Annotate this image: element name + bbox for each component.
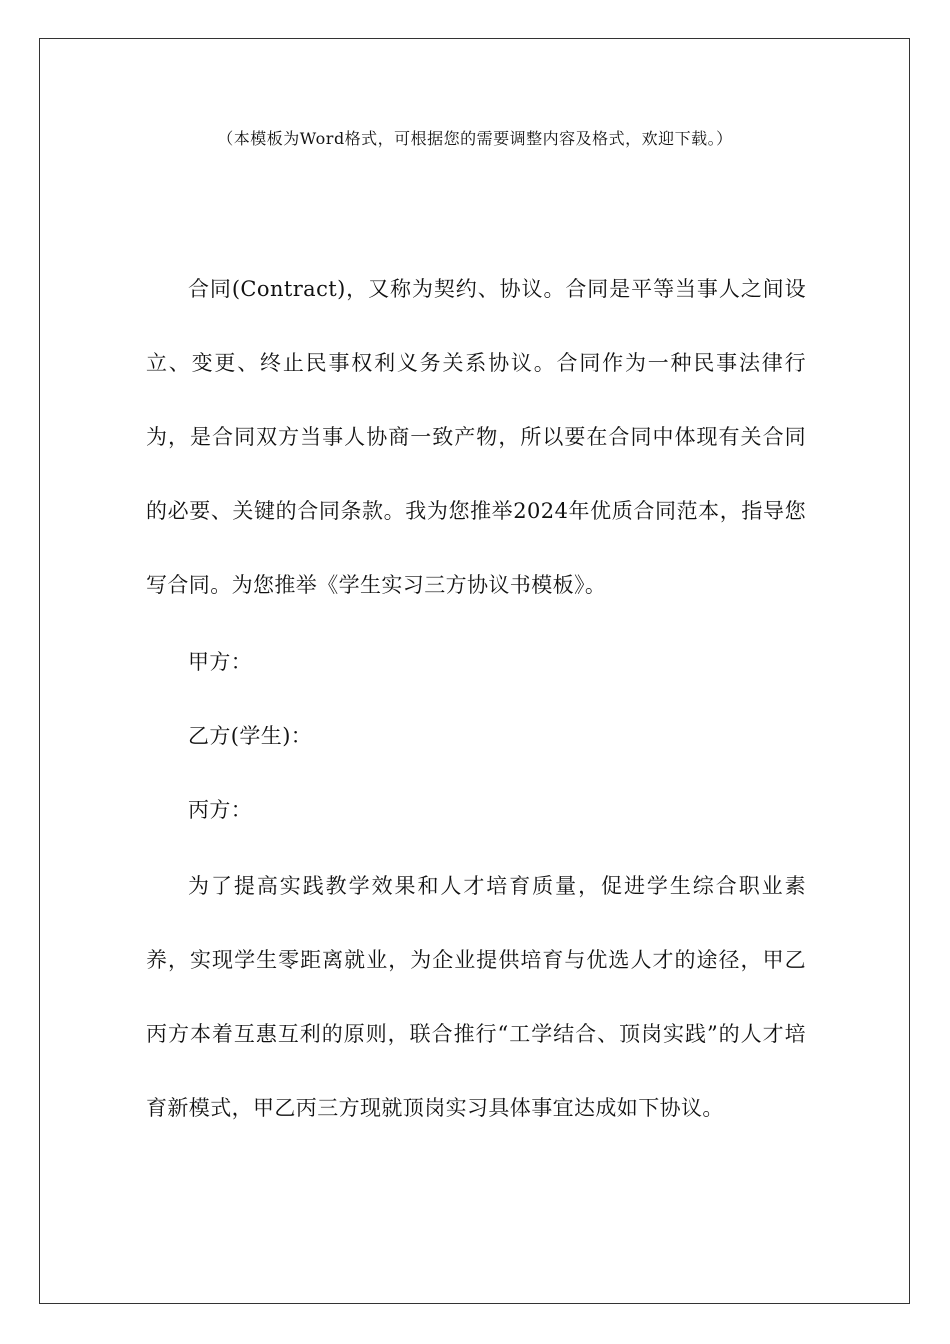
main-section xyxy=(146,849,806,1145)
main-paragraph: 为了提高实践教学效果和人才培育质量，促进学生综合职业素养，实现学生零距离就业，为企业提供培育与优选人才的途径，甲乙丙方本着互惠互利的原则，联合推行“工学结合、顶岗实践”的人才培育新模式，甲乙丙三方现就顶岗实习具体事宜达成如下协议。 xyxy=(146,874,806,1120)
party-b-line: 乙方(学生)： xyxy=(188,724,313,748)
party-a-line: 甲方： xyxy=(188,650,253,674)
intro-section xyxy=(146,252,806,622)
template-note: （本模板为Word格式，可根据您的需要调整内容及格式，欢迎下载。） xyxy=(217,129,733,148)
parties-section xyxy=(146,625,806,847)
party-c-line: 丙方： xyxy=(188,798,253,822)
intro-paragraph: 合同(Contract)，又称为契约、协议。合同是平等当事人之间设立、变更、终止民事权利义务关系协议。合同作为一种民事法律行为，是合同双方当事人协商一致产物，所以要在合同中体现有关合同的必要、关键的合同条款。我为您推举2024年优质合同范本，指导您写合同。为您推举《学生实习三方协议书模板》。 xyxy=(146,277,806,597)
